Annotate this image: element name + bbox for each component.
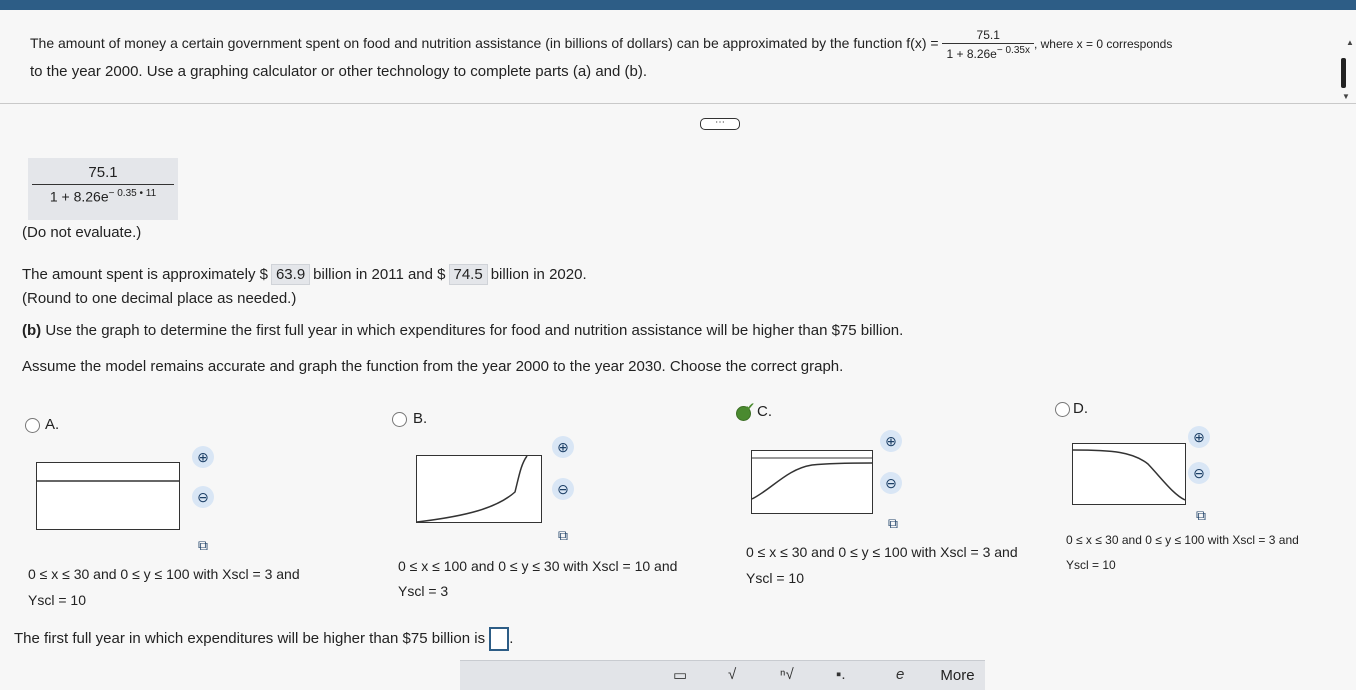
option-a-window: 0 ≤ x ≤ 30 and 0 ≤ y ≤ 100 with Xscl = 3 and xyxy=(28,566,300,582)
sqrt-icon[interactable]: √ xyxy=(728,666,737,683)
zoom-in-icon[interactable]: ⊕ xyxy=(552,436,574,458)
expression-denominator: $1 + 8.26e^{- 0.35 • 11}$ xyxy=(49,188,157,205)
problem-line2: to the year 2000. Use a graphing calculator or other technology to complete parts (a) and (b). xyxy=(30,63,648,80)
expression-numerator: 75.1 xyxy=(88,164,118,181)
option-c-label: C. xyxy=(757,403,772,420)
answer-2011-input[interactable]: 63.9 xyxy=(271,264,310,285)
option-b-radio[interactable] xyxy=(392,412,407,427)
top-bar xyxy=(0,0,1356,10)
zoom-out-icon[interactable]: ⊖ xyxy=(552,478,574,500)
graph-option-b xyxy=(416,455,542,523)
open-external-icon[interactable]: ⧉ xyxy=(1196,506,1206,523)
part-b-assume: Assume the model remains accurate and graph the function from the year 2000 to the year 2030. Choose the correct graph. xyxy=(22,358,844,375)
zoom-out-icon[interactable]: ⊖ xyxy=(1188,462,1210,484)
problem-line1: The amount of money a certain government spent on food and nutrition assistance (in billions of dollars) can be approximated by the function f(x) = xyxy=(30,35,939,52)
option-d-yscl: Yscl = 10 xyxy=(1066,558,1116,572)
option-b-label: B. xyxy=(413,410,428,427)
scrollbar-thumb[interactable] xyxy=(1341,58,1346,88)
round-note: (Round to one decimal place as needed.) xyxy=(22,290,297,307)
expression-box xyxy=(28,158,178,220)
open-external-icon[interactable]: ⧉ xyxy=(198,536,208,553)
final-question: The first full year in which expenditures will be higher than $75 billion is . xyxy=(14,627,513,651)
problem-statement xyxy=(30,28,1172,61)
more-button[interactable]: More xyxy=(940,666,975,684)
scroll-up-icon[interactable]: ▲ xyxy=(1346,38,1354,47)
zoom-out-icon[interactable]: ⊖ xyxy=(192,486,214,508)
expand-more-button[interactable]: ⋯ xyxy=(700,118,740,130)
zoom-out-icon[interactable]: ⊖ xyxy=(880,472,902,494)
final-answer-input[interactable] xyxy=(489,627,509,651)
nth-root-icon[interactable]: ⁿ√ xyxy=(780,666,794,683)
graph-option-a xyxy=(36,462,180,530)
e-button[interactable]: e xyxy=(896,666,905,683)
do-not-evaluate-note: (Do not evaluate.) xyxy=(22,224,142,241)
part-a-answer-sentence: The amount spent is approximately $ 63.9 billion in 2011 and $ 74.5 billion in 2020. xyxy=(22,266,587,283)
option-d-window: 0 ≤ x ≤ 30 and 0 ≤ y ≤ 100 with Xscl = 3 and xyxy=(1066,533,1299,547)
zoom-in-icon[interactable]: ⊕ xyxy=(1188,426,1210,448)
divider xyxy=(0,103,1356,104)
option-a-yscl: Yscl = 10 xyxy=(28,592,86,608)
function-denominator: $1 + 8.26e^{- 0.35x}$ xyxy=(946,45,1030,61)
option-b-window: 0 ≤ x ≤ 100 and 0 ≤ y ≤ 30 with Xscl = 10 and xyxy=(398,558,678,574)
checkmark-icon: ✔ xyxy=(745,400,756,414)
problem-line1-suffix: , where x = 0 corresponds xyxy=(1033,37,1173,52)
option-c-window: 0 ≤ x ≤ 30 and 0 ≤ y ≤ 100 with Xscl = 3 and xyxy=(746,544,1018,560)
graph-c-curve xyxy=(752,463,872,499)
fraction-icon[interactable]: ▭ xyxy=(673,667,688,684)
decimal-icon[interactable]: ▪. xyxy=(836,666,846,683)
option-d-radio[interactable] xyxy=(1055,402,1070,417)
option-d-label: D. xyxy=(1073,400,1088,417)
option-a-radio[interactable] xyxy=(25,418,40,433)
option-b-yscl: Yscl = 3 xyxy=(398,583,449,599)
zoom-in-icon[interactable]: ⊕ xyxy=(880,430,902,452)
zoom-in-icon[interactable]: ⊕ xyxy=(192,446,214,468)
option-c-yscl: Yscl = 10 xyxy=(746,570,804,586)
part-b-question: (b) Use the graph to determine the first full year in which expenditures for food and nutrition assistance will be higher than $75 billion. xyxy=(22,322,904,339)
option-a-label: A. xyxy=(45,416,60,433)
graph-option-d xyxy=(1072,443,1186,505)
open-external-icon[interactable]: ⧉ xyxy=(888,514,898,531)
graph-b-curve xyxy=(417,456,527,522)
answer-2020-input[interactable]: 74.5 xyxy=(449,264,488,285)
function-fraction xyxy=(942,28,1033,61)
graph-d-curve xyxy=(1073,450,1185,500)
math-toolbar xyxy=(460,660,985,690)
scroll-down-icon[interactable]: ▼ xyxy=(1342,92,1350,101)
graph-option-c xyxy=(751,450,873,514)
open-external-icon[interactable]: ⧉ xyxy=(558,526,568,543)
function-numerator: 75.1 xyxy=(942,28,1033,44)
